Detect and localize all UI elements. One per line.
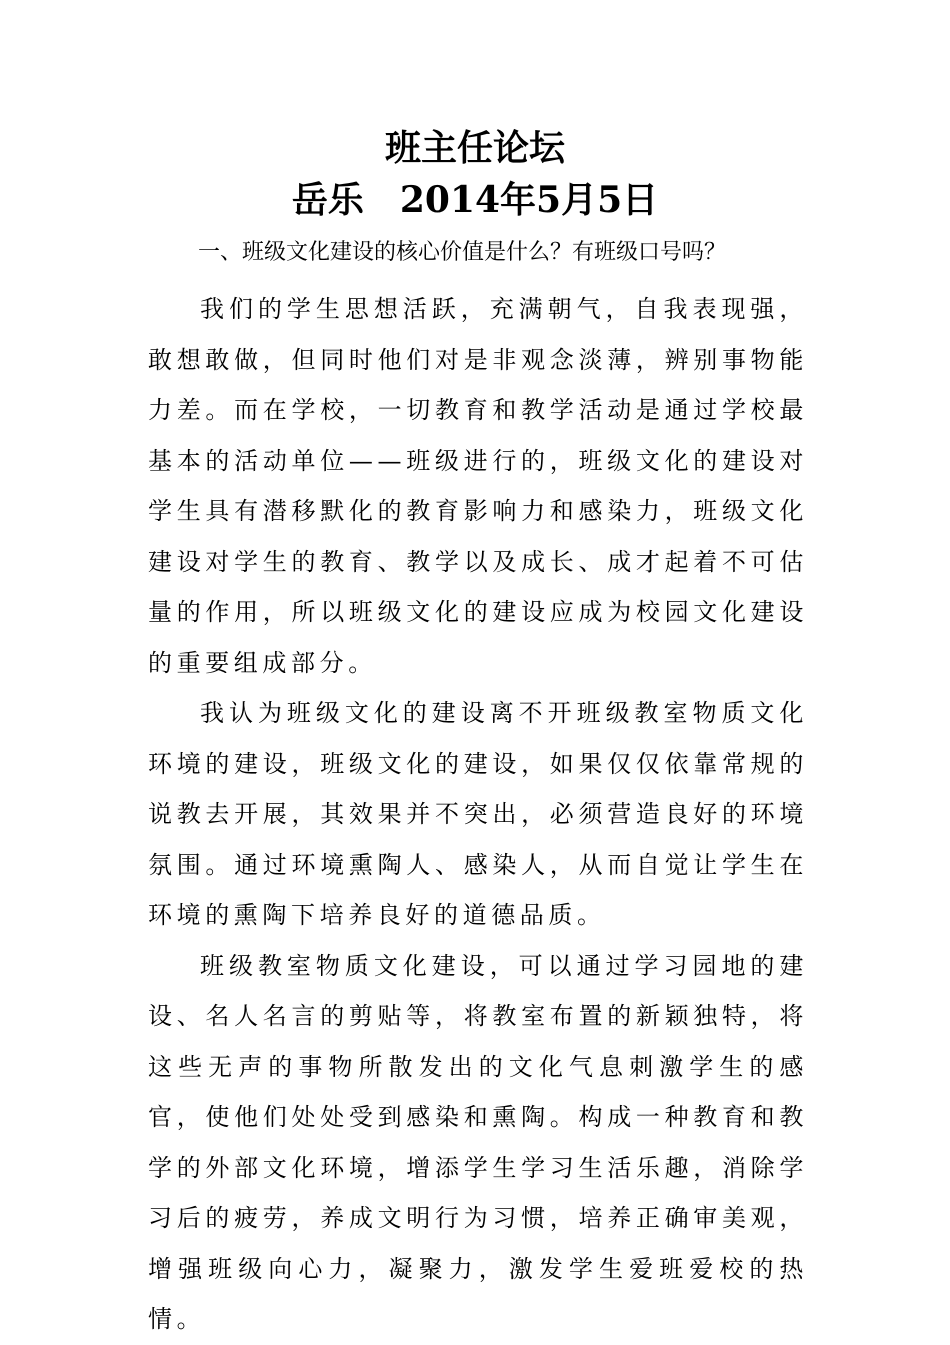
paragraph: 我们的学生思想活跃，充满朝气，自我表现强，敢想敢做，但同时他们对是非观念淡薄，辨别事物能力差。而在学校，一切教育和教学活动是通过学校最基本的活动单位——班级进行的，班级文化的建设对学生具有潜移默化的教育影响力和感染力，班级文化建设对学生的教育、教学以及成长、成才起着不可估量的作用，所以班级文化的建设应成为校园文化建设的重要组成部分。 — [148, 295, 808, 677]
paragraph: 班级教室物质文化建设，可以通过学习园地的建设、名人名言的剪贴等，将教室布置的新颖独特，将这些无声的事物所散发出的文化气息刺激学生的感官，使他们处处受到感染和熏陶。构成一种教育和教学的外部文化环境，增添学生学习生活乐趣，消除学习后的疲劳，养成文明行为习惯，培养正确审美观，增强班级向心力，凝聚力，激发学生爱班爱校的热情。 — [148, 951, 808, 1333]
author-date-line — [0, 176, 950, 224]
document-title: 班主任论坛 — [384, 127, 565, 169]
author-name: 岳乐 — [291, 179, 364, 221]
section-heading: 一、班级文化建设的核心价值是什么？有班级口号吗？ — [198, 240, 727, 265]
body-text — [148, 284, 808, 1345]
document-date: 2014年5月5日 — [399, 179, 659, 221]
paragraph: 我认为班级文化的建设离不开班级教室物质文化环境的建设，班级文化的建设，如果仅仅依靠常规的说教去开展，其效果并不突出，必须营造良好的环境氛围。通过环境熏陶人、感染人，从而自觉让学生在环境的熏陶下培养良好的道德品质。 — [148, 699, 808, 929]
